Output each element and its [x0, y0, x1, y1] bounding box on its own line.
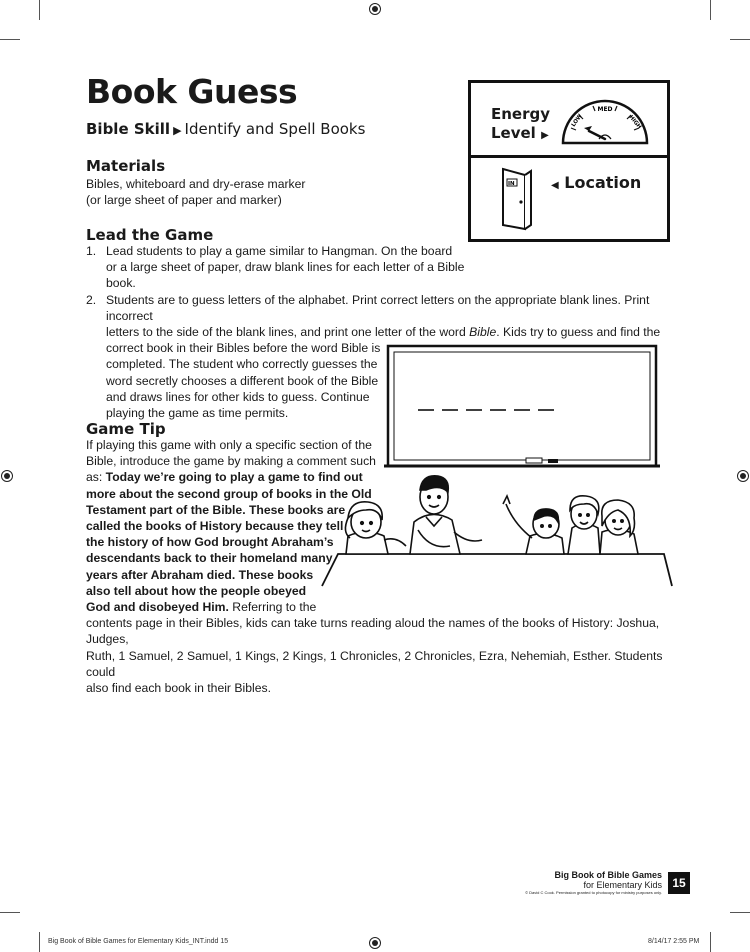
list-item: 2. Students are to guess letters of the alphabet. Print correct letters on the appropriate blank lines. Print incorrect letters to the side of the blank lines, and print one letter of the word Bible. Kids try to guess and find the correct book in their Bibles before the word Bible is completed. The student who correctly guesses the word secretly chooses a different book of the Bible and draws lines for other kids to guess. Continue playing the game as time permits. — [86, 292, 661, 421]
slug-right: 8/14/17 2:55 PM — [648, 938, 700, 945]
crop-mark — [39, 0, 40, 20]
dial-low-label: LOW — [570, 113, 584, 129]
materials-text: Bibles, whiteboard and dry-erase marker (or large sheet of paper and marker) — [86, 177, 306, 208]
energy-location-box — [468, 80, 670, 242]
registration-mark-icon — [1, 470, 13, 482]
crop-mark — [730, 39, 750, 40]
door-sign: IN — [508, 181, 515, 187]
crop-mark — [710, 0, 711, 20]
energy-dial-icon — [559, 95, 651, 147]
dial-high-label: HIGH — [627, 114, 643, 131]
skill-label: Bible Skill — [86, 120, 171, 138]
skill-value: Identify and Spell Books — [184, 120, 366, 138]
slug-left: Big Book of Bible Games for Elementary Kids_INT.indd 15 — [48, 938, 229, 945]
crop-mark — [0, 912, 20, 913]
page-title: Book Guess — [86, 72, 298, 111]
triangle-right-icon: ▶ — [541, 130, 549, 141]
registration-mark-icon — [737, 470, 749, 482]
lead-heading: Lead the Game — [86, 226, 214, 244]
crop-mark — [730, 912, 750, 913]
location-label: ◀ Location — [551, 173, 642, 192]
game-tip-text: If playing this game with only a specific section of the Bible, introduce the game by making a comment such as: Today we’re going to play a game to find out more about the second group of books in the Old Testament part of the Bible. These books are called the books of History because they tell the history of how God brought Abraham’s descendants back to their homeland many years after Abraham died. These books also tell about how the people obeyed God and disobeyed Him. Referring to the contents page in their Bibles, kids can take turns reading aloud the names of the books of History: Joshua, Judges, Ruth, 1 Samuel, 2 Samuel, 1 Kings, 2 Kings, 1 Chronicles, 2 Chronicles, Ezra, Nehemiah, Esther. Students could also find each book in their Bibles. — [86, 438, 663, 696]
game-tip-heading: Game Tip — [86, 420, 166, 438]
materials-heading: Materials — [86, 157, 166, 175]
registration-mark-icon — [369, 3, 381, 15]
crop-mark — [0, 39, 20, 40]
triangle-left-icon: ◀ — [551, 180, 559, 191]
door-icon — [501, 167, 533, 231]
box-divider — [471, 155, 667, 158]
page-number: 15 — [668, 872, 690, 894]
crop-mark — [39, 932, 40, 952]
crop-mark — [710, 932, 711, 952]
list-item: 1. Lead students to play a game similar to Hangman. On the board or a large sheet of paper, draw blank lines for each letter of a Bible book. — [86, 244, 465, 291]
energy-label: Energy Level ▶ — [491, 105, 551, 142]
dial-med-label: MED — [597, 106, 613, 113]
footer-book-info: Big Book of Bible Games for Elementary Kids © David C Cook. Permission granted to photocopy for ministry purposes only. — [525, 870, 662, 895]
bible-skill-line — [86, 120, 365, 138]
registration-mark-icon — [369, 937, 381, 949]
triangle-right-icon: ▶ — [173, 124, 182, 137]
